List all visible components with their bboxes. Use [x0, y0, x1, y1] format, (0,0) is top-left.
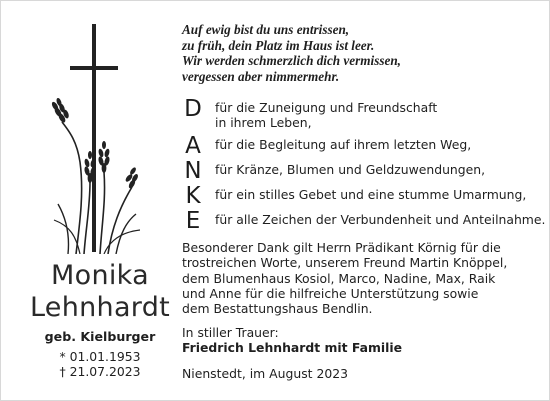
- poem-line: Auf ewig bist du uns entrissen,: [182, 22, 350, 37]
- memorial-poem: [182, 22, 522, 84]
- danke-row-k: [0, 183, 550, 209]
- deceased-last-name: Lehnhardt: [29, 292, 171, 323]
- poem-line: vergessen aber nimmermehr.: [182, 68, 340, 84]
- danke-letter: D: [184, 96, 202, 122]
- thanks-line: trostreichen Worte, unserem Freund Martin Knöppel,: [182, 255, 508, 271]
- thanks-line: und Anne für die hilfreiche Unterstützung sowie: [182, 285, 479, 301]
- poem-line: zu früh, dein Platz im Haus ist leer.: [182, 37, 375, 53]
- deceased-first-name: Monika: [51, 260, 149, 291]
- birth-name: geb. Kielburger: [44, 329, 156, 344]
- danke-text: für die Begleitung auf ihrem letzten Weg,: [215, 137, 472, 152]
- danke-letter: K: [185, 183, 201, 209]
- birth-date: * 01.01.1953: [59, 349, 141, 364]
- death-date: † 21.07.2023: [59, 364, 141, 379]
- danke-text: für alle Zeichen der Verbundenheit und Anteilnahme.: [215, 212, 546, 227]
- danke-row-d: [0, 96, 550, 130]
- mourning-label: In stiller Trauer:: [182, 325, 279, 340]
- mourning-family: Friedrich Lehnhardt mit Familie: [182, 340, 403, 356]
- mourning-block: [182, 325, 532, 356]
- thanks-line: dem Blumenhaus Kosiol, Marco, Nadine, Max, Raik: [182, 270, 496, 286]
- danke-letter: A: [185, 133, 201, 159]
- danke-row-a: [0, 133, 550, 159]
- poem-line: Wir werden schmerzlich dich vermissen,: [182, 53, 401, 69]
- danke-row-n: [0, 158, 550, 184]
- place-date: Nienstedt, im August 2023: [182, 366, 349, 381]
- danke-letter: E: [185, 208, 201, 234]
- special-thanks-paragraph: [182, 240, 532, 316]
- danke-text: für ein stilles Gebet und eine stumme Umarmung,: [215, 187, 527, 202]
- thanks-line: Besonderer Dank gilt Herrn Prädikant Körnig für die: [182, 240, 501, 255]
- danke-text: für Kränze, Blumen und Geldzuwendungen,: [215, 162, 486, 177]
- danke-letter: N: [184, 158, 202, 184]
- danke-row-e: [0, 208, 550, 234]
- thanks-line: dem Bestattungshaus Bendlin.: [182, 301, 373, 317]
- danke-text: [215, 100, 535, 130]
- danke-text-line: in ihrem Leben,: [215, 115, 312, 130]
- danke-text-line: für die Zuneigung und Freundschaft: [215, 100, 438, 115]
